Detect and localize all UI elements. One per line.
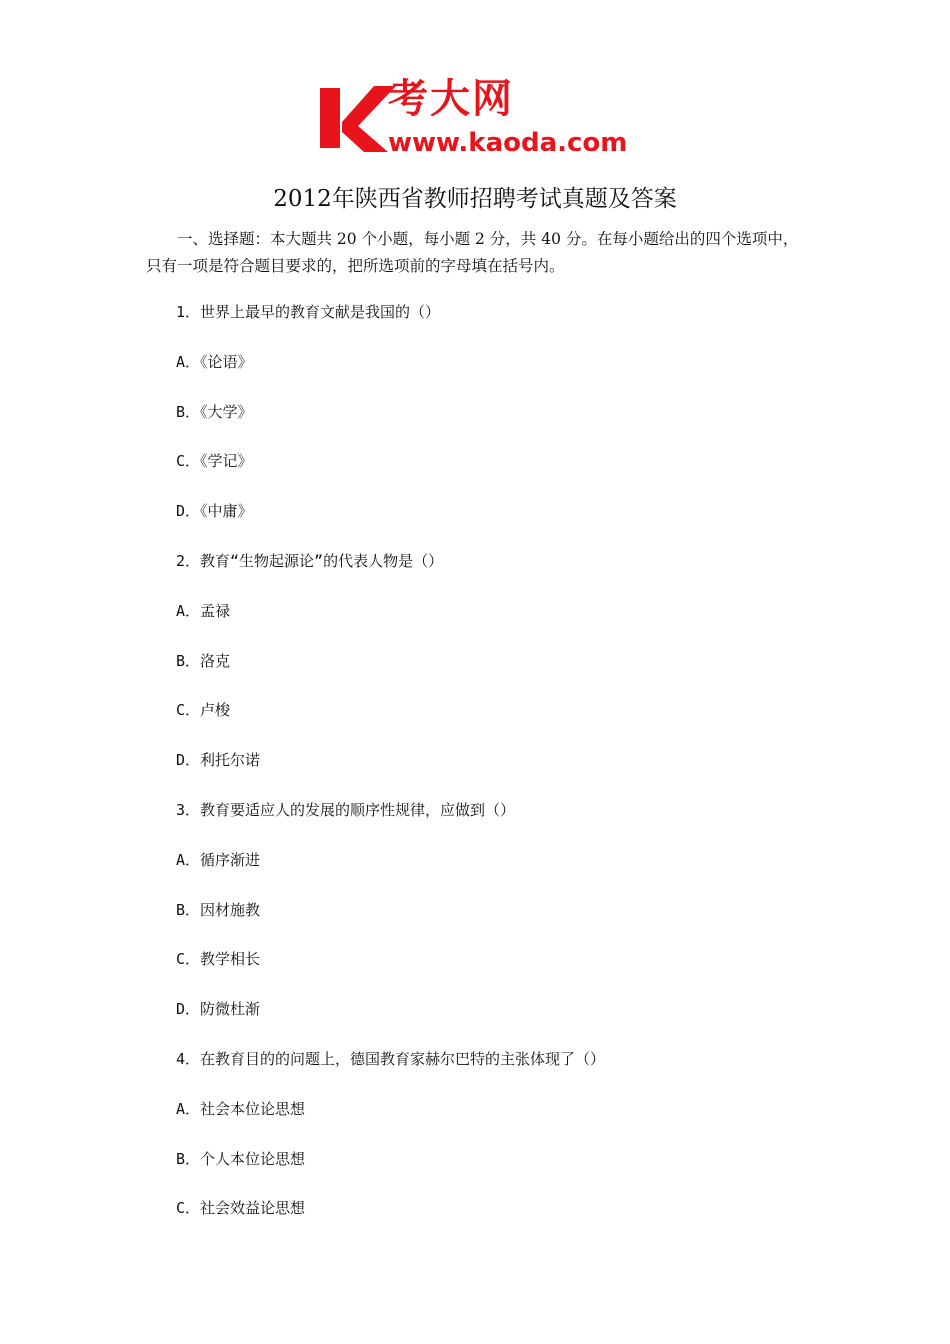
option-3d: D．防微杜渐 <box>176 1000 261 1019</box>
option-4c: C．社会效益论思想 <box>176 1199 306 1218</box>
option-3a: A．循序渐进 <box>176 850 261 869</box>
question-4: 4．在教育目的的问题上，德国教育家赫尔巴特的主张体现了（） <box>176 1049 606 1068</box>
question-2: 2．教育“生物起源论”的代表人物是（） <box>176 551 444 570</box>
question-3: 3．教育要适应人的发展的顺序性规律，应做到（） <box>176 800 516 819</box>
option-1a: A．《论语》 <box>176 352 253 371</box>
option-4b: B．个人本位论思想 <box>176 1149 306 1168</box>
logo-brand-text: 考大网 <box>388 76 514 122</box>
option-2c: C．卢梭 <box>176 701 231 720</box>
option-1d: D．《中庸》 <box>176 502 253 521</box>
option-2a: A．孟禄 <box>176 601 231 620</box>
logo-url-text: www.kaoda.com <box>388 128 628 158</box>
section-intro: 一、选择题：本大题共 20 个小题，每小题 2 分，共 40 分。在每小题给出的四个选项中，只有一项是符合题目要求的，把所选项前的字母填在括号内。 <box>146 230 799 275</box>
option-2d: D．利托尔诺 <box>176 751 261 770</box>
option-3c: C．教学相长 <box>176 950 261 969</box>
question-1: 1．世界上最早的教育文献是我国的（） <box>176 303 441 321</box>
option-1c: C．《学记》 <box>176 452 253 471</box>
document-title: 2012年陕西省教师招聘考试真题及答案 <box>273 186 677 212</box>
option-4a: A．社会本位论思想 <box>176 1099 306 1118</box>
option-1b: B．《大学》 <box>176 402 253 421</box>
option-3b: B．因材施教 <box>176 900 261 919</box>
kaoda-logo <box>318 76 638 162</box>
option-2b: B．洛克 <box>176 651 231 670</box>
question-list <box>176 298 816 1244</box>
